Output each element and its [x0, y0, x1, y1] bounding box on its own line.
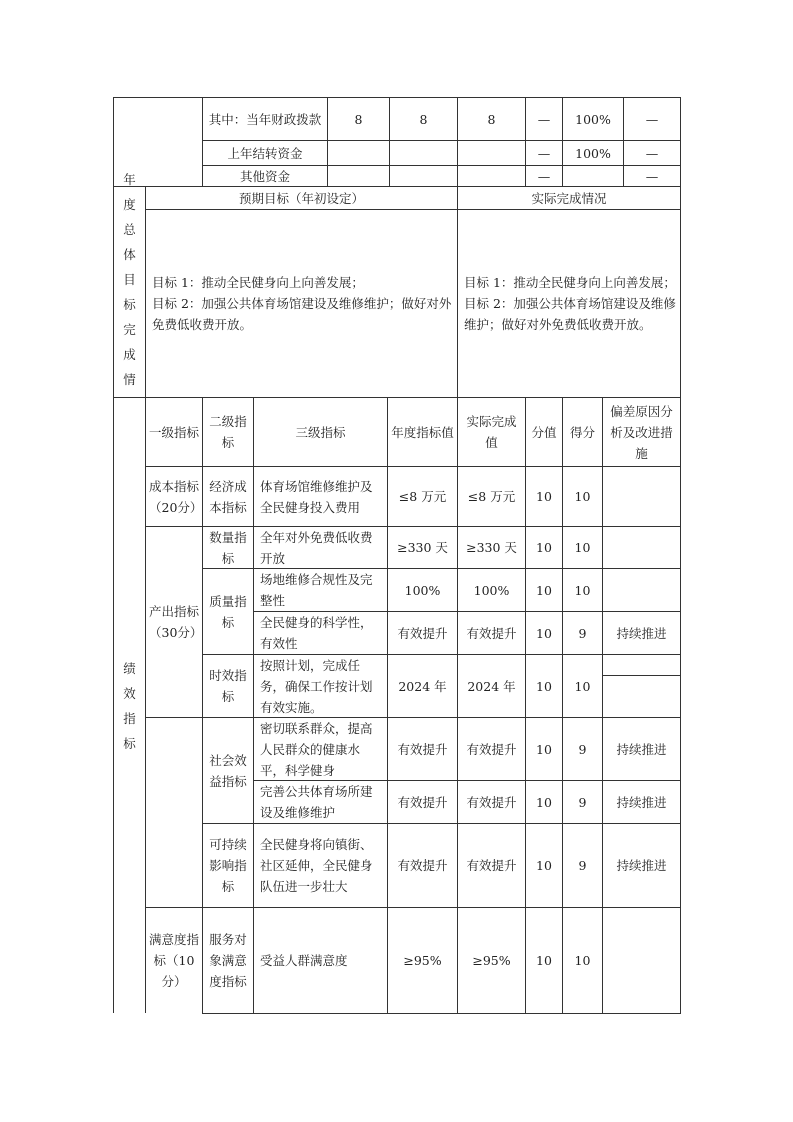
indicator-cell: 完善公共体育场所建设及维修维护: [253, 780, 388, 824]
deviation-cell: 持续推进: [602, 611, 681, 655]
actual-value-cell: 有效提升: [457, 823, 526, 908]
score-cell: 9: [562, 611, 603, 655]
target-value-cell: ≥95%: [387, 907, 458, 1014]
funding-executed: 8: [457, 97, 526, 141]
target-value-cell: 有效提升: [387, 717, 458, 781]
actual-value-cell: 2024 年: [457, 654, 526, 718]
score-cell: 9: [562, 780, 603, 824]
header-actual: 实际完成值: [457, 397, 526, 467]
funding-score: —: [623, 140, 681, 166]
deviation-cell: 持续推进: [602, 717, 681, 781]
deviation-cell: [602, 568, 681, 612]
actual-value-cell: 有效提升: [457, 717, 526, 781]
weight-cell: 10: [525, 717, 563, 781]
level1-output: 产出指标（30分）: [145, 526, 203, 718]
funding-full-year-budget: 8: [389, 97, 458, 141]
indicator-cell: 按照计划，完成任务，确保工作按计划有效实施。: [253, 654, 388, 718]
funding-execution-rate: [562, 165, 624, 187]
level1-cost: 成本指标（20分）: [145, 466, 203, 527]
level1-satisfaction: 满意度指标（10分）: [145, 907, 203, 1013]
score-cell: 9: [562, 823, 603, 908]
actual-value-cell: ≥95%: [457, 907, 526, 1014]
target-value-cell: 有效提升: [387, 823, 458, 908]
expected-goals-text: 目标 1：推动全民健身向上向善发展； 目标 2：加强公共体育场馆建设及维修维护；做好对外免费低收费开放。: [145, 209, 458, 398]
target-value-cell: 100%: [387, 568, 458, 612]
indicator-cell: 受益人群满意度: [253, 907, 388, 1014]
funding-full-year-budget: [389, 140, 458, 166]
header-weight: 分值: [525, 397, 563, 467]
actual-goals-text: 目标 1：推动全民健身向上向善发展； 目标 2：加强公共体育场馆建设及维修维护；做好对外免费低收费开放。: [457, 209, 681, 398]
level2-service-satisfaction: 服务对象满意度指标: [202, 907, 254, 1014]
level2-quality: 质量指标: [202, 568, 254, 655]
header-deviation: 偏差原因分析及改进措施: [602, 397, 681, 467]
funding-weight: —: [525, 165, 563, 187]
header-score: 得分: [562, 397, 603, 467]
funding-score: —: [623, 97, 681, 141]
funding-executed: [457, 165, 526, 187]
actual-goals-header: 实际完成情况: [457, 186, 681, 210]
level1-effect: [145, 717, 203, 908]
score-cell: 9: [562, 717, 603, 781]
score-cell: 10: [562, 907, 603, 1014]
score-cell: 10: [562, 654, 603, 718]
funding-executed: [457, 140, 526, 166]
header-level3: 三级指标: [253, 397, 388, 467]
score-cell: 10: [562, 466, 603, 527]
expected-goals-header: 预期目标（年初设定）: [145, 186, 458, 210]
deviation-cell: [602, 526, 681, 569]
header-level2: 二级指标: [202, 397, 254, 467]
level2-economic-cost: 经济成本指标: [202, 466, 254, 527]
weight-cell: 10: [525, 611, 563, 655]
weight-cell: 10: [525, 780, 563, 824]
actual-value-cell: ≤8 万元: [457, 466, 526, 527]
deviation-cell: [602, 654, 681, 718]
header-level1: 一级指标: [145, 397, 203, 467]
annual-goals-section-label: 度总体目标完成情: [113, 186, 146, 398]
indicator-cell: 密切联系群众，提高人民群众的健康水平，科学健身: [253, 717, 388, 781]
funding-annual-budget: 8: [327, 97, 390, 141]
funding-execution-rate: 100%: [562, 97, 624, 141]
deviation-cell: 持续推进: [602, 823, 681, 908]
header-target: 年度指标值: [387, 397, 458, 467]
actual-value-cell: ≥330 天: [457, 526, 526, 569]
target-value-cell: 有效提升: [387, 611, 458, 655]
level2-social-benefit: 社会效益指标: [202, 717, 254, 824]
indicator-cell: 场地维修合规性及完整性: [253, 568, 388, 612]
actual-value-cell: 有效提升: [457, 780, 526, 824]
target-value-cell: ≤8 万元: [387, 466, 458, 527]
funding-score: —: [623, 165, 681, 187]
weight-cell: 10: [525, 568, 563, 612]
score-cell: 10: [562, 568, 603, 612]
deviation-divider: [602, 675, 681, 676]
funding-full-year-budget: [389, 165, 458, 187]
level2-quantity: 数量指标: [202, 526, 254, 569]
funding-weight: —: [525, 97, 563, 141]
weight-cell: 10: [525, 466, 563, 527]
funding-row-label: 其他资金: [202, 165, 328, 187]
funding-row-label: 其中：当年财政拨款: [202, 97, 328, 141]
performance-section-label: 绩效指标: [113, 397, 146, 1013]
target-value-cell: ≥330 天: [387, 526, 458, 569]
weight-cell: 10: [525, 526, 563, 569]
indicator-cell: 体育场馆维修维护及全民健身投入费用: [253, 466, 388, 527]
indicator-cell: 全民健身将向镇街、社区延伸，全民健身队伍进一步壮大: [253, 823, 388, 908]
deviation-cell: [602, 907, 681, 1014]
funding-execution-rate: 100%: [562, 140, 624, 166]
indicator-cell: 全年对外免费低收费开放: [253, 526, 388, 569]
weight-cell: 10: [525, 654, 563, 718]
target-value-cell: 有效提升: [387, 780, 458, 824]
funding-annual-budget: [327, 165, 390, 187]
target-value-cell: 2024 年: [387, 654, 458, 718]
actual-value-cell: 100%: [457, 568, 526, 612]
funding-weight: —: [525, 140, 563, 166]
actual-value-cell: 有效提升: [457, 611, 526, 655]
weight-cell: 10: [525, 823, 563, 908]
score-cell: 10: [562, 526, 603, 569]
funding-annual-budget: [327, 140, 390, 166]
weight-cell: 10: [525, 907, 563, 1014]
indicator-cell: 全民健身的科学性，有效性: [253, 611, 388, 655]
funding-row-label: 上年结转资金: [202, 140, 328, 166]
level2-timeliness: 时效指标: [202, 654, 254, 718]
deviation-cell: 持续推进: [602, 780, 681, 824]
deviation-cell: [602, 466, 681, 527]
level2-sustainability: 可持续影响指标: [202, 823, 254, 908]
